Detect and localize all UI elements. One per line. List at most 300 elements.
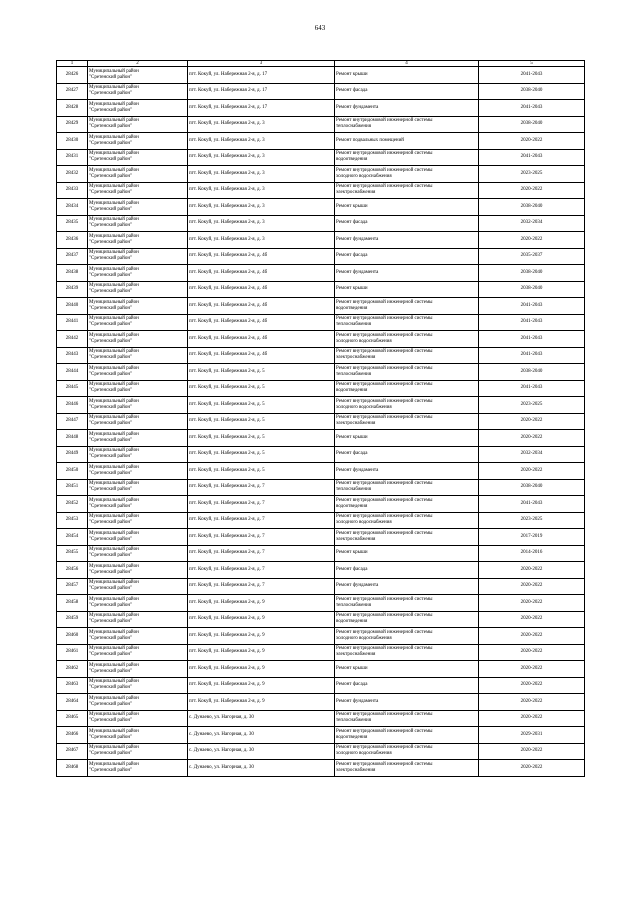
work-line: теплоснабжения — [336, 487, 371, 493]
address-cell: пгт. Кокуй, ул. Набережная 2-я, д. 4б — [188, 314, 335, 331]
district-cell — [88, 397, 188, 414]
work-line: Ремонт фасада — [336, 220, 368, 226]
district-cell — [88, 463, 188, 480]
work-type-cell — [335, 446, 479, 463]
work-type-cell — [335, 314, 479, 331]
work-line: Ремонт внутридомовой инженерной системы — [336, 151, 433, 157]
row-number-cell: 28439 — [57, 281, 88, 298]
district-line: "Сретенский район" — [89, 157, 133, 163]
address-cell: пгт. Кокуй, ул. Набережная 2-я, д. 9 — [188, 644, 335, 661]
district-cell — [88, 628, 188, 645]
district-cell — [88, 331, 188, 348]
district-line: Муниципальный район — [89, 398, 139, 404]
work-line: Ремонт фундамента — [336, 583, 379, 589]
years-cell: 2041-2043 — [479, 347, 585, 364]
work-line: Ремонт внутридомовой инженерной системы — [336, 728, 433, 734]
district-line: "Сретенский район" — [89, 355, 133, 361]
row-number-cell: 28446 — [57, 397, 88, 414]
work-line: Ремонт внутридомовой инженерной системы — [336, 118, 433, 124]
district-line: Муниципальный район — [89, 745, 139, 751]
work-type-cell — [335, 199, 479, 216]
district-cell — [88, 314, 188, 331]
years-cell: 2038-2040 — [479, 281, 585, 298]
years-cell: 2020-2022 — [479, 743, 585, 760]
work-line: Ремонт внутридомовой инженерной системы — [336, 332, 433, 338]
district-line: "Сретенский район" — [89, 553, 133, 559]
district-cell — [88, 182, 188, 199]
district-cell — [88, 661, 188, 678]
address-cell: пгт. Кокуй, ул. Набережная 2-я, д. 3 — [188, 199, 335, 216]
district-cell — [88, 248, 188, 265]
row-number-cell: 28442 — [57, 331, 88, 348]
row-number-cell: 28458 — [57, 595, 88, 612]
work-line: теплоснабжения — [336, 602, 371, 608]
district-line: Муниципальный район — [89, 167, 139, 173]
work-line: электроснабжения — [336, 767, 376, 773]
years-cell: 2029-2031 — [479, 727, 585, 744]
district-line: "Сретенский район" — [89, 602, 133, 608]
district-line: "Сретенский район" — [89, 223, 133, 229]
district-line: Муниципальный район — [89, 200, 139, 206]
work-line: Ремонт внутридомовой инженерной системы — [336, 745, 433, 751]
address-cell: пгт. Кокуй, ул. Набережная 2-я, д. 5 — [188, 364, 335, 381]
row-number-cell: 28451 — [57, 479, 88, 496]
district-line: "Сретенский район" — [89, 322, 133, 328]
years-cell: 2020-2022 — [479, 232, 585, 249]
work-line: Ремонт крыши — [336, 434, 368, 440]
work-type-cell — [335, 694, 479, 711]
address-cell: с. Дунаево, ул. Нагорная, д. 30 — [188, 727, 335, 744]
work-line: холодного водоснабжения — [336, 520, 392, 526]
district-line: Муниципальный район — [89, 382, 139, 388]
district-cell — [88, 529, 188, 546]
table-row — [57, 364, 585, 381]
years-cell: 2014-2016 — [479, 545, 585, 562]
work-line: Ремонт внутридомовой инженерной системы — [336, 514, 433, 520]
years-cell: 2020-2022 — [479, 661, 585, 678]
row-number-cell: 28466 — [57, 727, 88, 744]
work-line: Ремонт внутридомовой инженерной системы — [336, 629, 433, 635]
address-cell: пгт. Кокуй, ул. Набережная 2-я, д. 5 — [188, 380, 335, 397]
row-number-cell: 28437 — [57, 248, 88, 265]
table-row — [57, 413, 585, 430]
work-line: Ремонт крыши — [336, 286, 368, 292]
district-line: "Сретенский район" — [89, 140, 133, 146]
years-cell: 2020-2022 — [479, 644, 585, 661]
work-line: электроснабжения — [336, 190, 376, 196]
table-row — [57, 529, 585, 546]
work-type-cell — [335, 578, 479, 595]
table-row — [57, 694, 585, 711]
address-cell: с. Дунаево, ул. Нагорная, д. 30 — [188, 760, 335, 777]
table-row — [57, 496, 585, 513]
years-cell: 2020-2022 — [479, 133, 585, 150]
work-line: холодного водоснабжения — [336, 173, 392, 179]
table-row — [57, 463, 585, 480]
district-cell — [88, 760, 188, 777]
work-line: Ремонт крыши — [336, 71, 368, 77]
table-row — [57, 611, 585, 628]
district-line: "Сретенский район" — [89, 701, 133, 707]
work-line: электроснабжения — [336, 536, 376, 542]
row-number-cell: 28468 — [57, 760, 88, 777]
work-line: Ремонт фасада — [336, 451, 368, 457]
work-type-cell — [335, 413, 479, 430]
work-line: Ремонт внутридомовой инженерной системы — [336, 299, 433, 305]
row-number-cell: 28438 — [57, 265, 88, 282]
row-number-cell: 28467 — [57, 743, 88, 760]
years-cell: 2041-2043 — [479, 149, 585, 166]
district-line: "Сретенский район" — [89, 107, 133, 113]
work-line: Ремонт фундамента — [336, 698, 379, 704]
district-line: Муниципальный район — [89, 547, 139, 553]
work-line: электроснабжения — [336, 652, 376, 658]
district-line: Муниципальный район — [89, 580, 139, 586]
work-line: водоотведения — [336, 503, 368, 509]
district-line: "Сретенский район" — [89, 305, 133, 311]
work-line: Ремонт фундамента — [336, 467, 379, 473]
table-row — [57, 314, 585, 331]
address-cell: пгт. Кокуй, ул. Набережная 2-я, д. 7 — [188, 562, 335, 579]
district-line: "Сретенский район" — [89, 388, 133, 394]
work-line: Ремонт внутридомовой инженерной системы — [336, 497, 433, 503]
district-cell — [88, 67, 188, 84]
work-line: Ремонт внутридомовой инженерной системы — [336, 761, 433, 767]
column-header-5: 5 — [479, 61, 585, 67]
district-cell — [88, 595, 188, 612]
district-cell — [88, 727, 188, 744]
district-cell — [88, 265, 188, 282]
work-type-cell — [335, 83, 479, 100]
district-line: Муниципальный район — [89, 365, 139, 371]
work-type-cell — [335, 232, 479, 249]
district-line: Муниципальный район — [89, 761, 139, 767]
work-type-cell — [335, 743, 479, 760]
work-line: Ремонт фасада — [336, 682, 368, 688]
district-line: "Сретенский район" — [89, 173, 133, 179]
district-cell — [88, 281, 188, 298]
work-type-cell — [335, 727, 479, 744]
work-line: Ремонт фундамента — [336, 104, 379, 110]
district-line: "Сретенский район" — [89, 586, 133, 592]
district-line: "Сретенский район" — [89, 520, 133, 526]
years-cell: 2038-2040 — [479, 479, 585, 496]
district-cell — [88, 677, 188, 694]
table-row — [57, 628, 585, 645]
district-cell — [88, 149, 188, 166]
row-number-cell: 28432 — [57, 166, 88, 183]
address-cell: пгт. Кокуй, ул. Набережная 2-я, д. 3 — [188, 133, 335, 150]
table-row — [57, 182, 585, 199]
district-line: "Сретенский район" — [89, 91, 133, 97]
column-header-4: 4 — [335, 61, 479, 67]
work-line: Ремонт фасада — [336, 566, 368, 572]
row-number-cell: 28435 — [57, 215, 88, 232]
table-row — [57, 166, 585, 183]
row-number-cell: 28457 — [57, 578, 88, 595]
district-line: Муниципальный район — [89, 118, 139, 124]
work-line: холодного водоснабжения — [336, 751, 392, 757]
table-row — [57, 83, 585, 100]
work-line: Ремонт крыши — [336, 203, 368, 209]
district-line: Муниципальный район — [89, 563, 139, 569]
district-line: Муниципальный район — [89, 332, 139, 338]
work-line: холодного водоснабжения — [336, 635, 392, 641]
address-cell: пгт. Кокуй, ул. Набережная 2-я, д. 5 — [188, 446, 335, 463]
table-row — [57, 760, 585, 777]
district-line: Муниципальный район — [89, 712, 139, 718]
years-cell: 2038-2040 — [479, 83, 585, 100]
work-type-cell — [335, 215, 479, 232]
address-cell: пгт. Кокуй, ул. Набережная 2-я, д. 7 — [188, 512, 335, 529]
district-line: Муниципальный район — [89, 250, 139, 256]
address-cell: пгт. Кокуй, ул. Набережная 2-я, д. 7 — [188, 578, 335, 595]
years-cell: 2038-2040 — [479, 364, 585, 381]
registry-table — [56, 60, 585, 777]
years-cell: 2041-2043 — [479, 100, 585, 117]
address-cell: пгт. Кокуй, ул. Набережная 2-я, д. 7 — [188, 545, 335, 562]
column-header-2: 2 — [88, 61, 188, 67]
years-cell: 2020-2022 — [479, 578, 585, 595]
district-line: Муниципальный район — [89, 233, 139, 239]
work-type-cell — [335, 364, 479, 381]
district-line: "Сретенский район" — [89, 536, 133, 542]
row-number-cell: 28464 — [57, 694, 88, 711]
years-cell: 2020-2022 — [479, 413, 585, 430]
district-line: Муниципальный район — [89, 415, 139, 421]
district-cell — [88, 100, 188, 117]
table-row — [57, 430, 585, 447]
address-cell: пгт. Кокуй, ул. Набережная 2-я, д. 3 — [188, 215, 335, 232]
address-cell: пгт. Кокуй, ул. Набережная 2-я, д. 3 — [188, 116, 335, 133]
district-line: Муниципальный район — [89, 514, 139, 520]
district-line: "Сретенский район" — [89, 767, 133, 773]
district-cell — [88, 380, 188, 397]
work-line: холодного водоснабжения — [336, 404, 392, 410]
district-line: "Сретенский район" — [89, 619, 133, 625]
years-cell: 2020-2022 — [479, 710, 585, 727]
row-number-cell: 28462 — [57, 661, 88, 678]
work-line: Ремонт внутридомовой инженерной системы — [336, 167, 433, 173]
table-row — [57, 298, 585, 315]
address-cell: пгт. Кокуй, ул. Набережная 2-я, д. 9 — [188, 661, 335, 678]
address-cell: пгт. Кокуй, ул. Набережная 2-я, д. 3 — [188, 182, 335, 199]
table-row — [57, 380, 585, 397]
years-cell: 2032-2034 — [479, 215, 585, 232]
work-line: Ремонт внутридомовой инженерной системы — [336, 316, 433, 322]
work-type-cell — [335, 182, 479, 199]
address-cell: пгт. Кокуй, ул. Набережная 2-я, д. 4б — [188, 248, 335, 265]
years-cell: 2041-2043 — [479, 314, 585, 331]
table-row — [57, 265, 585, 282]
address-cell: пгт. Кокуй, ул. Набережная 2-я, д. 5 — [188, 397, 335, 414]
district-cell — [88, 710, 188, 727]
work-type-cell — [335, 248, 479, 265]
work-type-cell — [335, 281, 479, 298]
row-number-cell: 28450 — [57, 463, 88, 480]
table-row — [57, 677, 585, 694]
address-cell: пгт. Кокуй, ул. Набережная 2-я, д. 5 — [188, 430, 335, 447]
work-line: Ремонт внутридомовой инженерной системы — [336, 481, 433, 487]
row-number-cell: 28444 — [57, 364, 88, 381]
district-line: "Сретенский район" — [89, 685, 133, 691]
district-line: Муниципальный район — [89, 695, 139, 701]
work-type-cell — [335, 496, 479, 513]
district-cell — [88, 512, 188, 529]
work-line: Ремонт фундамента — [336, 269, 379, 275]
work-line: теплоснабжения — [336, 718, 371, 724]
column-header-1: 1 — [57, 61, 88, 67]
work-line: Ремонт внутридомовой инженерной системы — [336, 646, 433, 652]
district-line: Муниципальный район — [89, 134, 139, 140]
work-line: Ремонт внутридомовой инженерной системы — [336, 184, 433, 190]
row-number-cell: 28460 — [57, 628, 88, 645]
table-row — [57, 116, 585, 133]
district-line: "Сретенский район" — [89, 289, 133, 295]
work-line: Ремонт фасада — [336, 253, 368, 259]
work-line: Ремонт внутридомовой инженерной системы — [336, 365, 433, 371]
table-row — [57, 710, 585, 727]
district-line: "Сретенский район" — [89, 124, 133, 130]
table-row — [57, 347, 585, 364]
work-line: Ремонт внутридомовой инженерной системы — [336, 596, 433, 602]
district-line: "Сретенский район" — [89, 190, 133, 196]
address-cell: пгт. Кокуй, ул. Набережная 2-я, д. 7 — [188, 529, 335, 546]
district-cell — [88, 562, 188, 579]
district-cell — [88, 430, 188, 447]
address-cell: пгт. Кокуй, ул. Набережная 2-я, д. 17 — [188, 100, 335, 117]
district-line: Муниципальный район — [89, 497, 139, 503]
work-line: теплоснабжения — [336, 322, 371, 328]
work-line: водоотведения — [336, 305, 368, 311]
district-cell — [88, 83, 188, 100]
row-number-cell: 28434 — [57, 199, 88, 216]
address-cell: пгт. Кокуй, ул. Набережная 2-я, д. 3 — [188, 232, 335, 249]
district-line: "Сретенский район" — [89, 751, 133, 757]
district-line: "Сретенский район" — [89, 421, 133, 427]
row-number-cell: 28456 — [57, 562, 88, 579]
district-cell — [88, 694, 188, 711]
address-cell: пгт. Кокуй, ул. Набережная 2-я, д. 9 — [188, 595, 335, 612]
row-number-cell: 28465 — [57, 710, 88, 727]
district-line: Муниципальный район — [89, 464, 139, 470]
district-cell — [88, 545, 188, 562]
years-cell: 2017-2019 — [479, 529, 585, 546]
table-row — [57, 479, 585, 496]
years-cell: 2023-2025 — [479, 397, 585, 414]
address-cell: пгт. Кокуй, ул. Набережная 2-я, д. 4б — [188, 331, 335, 348]
address-cell: пгт. Кокуй, ул. Набережная 2-я, д. 9 — [188, 611, 335, 628]
district-cell — [88, 133, 188, 150]
district-line: Муниципальный район — [89, 299, 139, 305]
work-line: Ремонт внутридомовой инженерной системы — [336, 530, 433, 536]
years-cell: 2020-2022 — [479, 694, 585, 711]
address-cell: пгт. Кокуй, ул. Набережная 2-я, д. 5 — [188, 413, 335, 430]
work-line: холодного водоснабжения — [336, 338, 392, 344]
table-row — [57, 248, 585, 265]
table-row — [57, 149, 585, 166]
table-row — [57, 232, 585, 249]
work-line: электроснабжения — [336, 421, 376, 427]
work-type-cell — [335, 628, 479, 645]
district-line: "Сретенский район" — [89, 734, 133, 740]
years-cell: 2020-2022 — [479, 628, 585, 645]
district-line: Муниципальный район — [89, 481, 139, 487]
row-number-cell: 28429 — [57, 116, 88, 133]
district-line: Муниципальный район — [89, 68, 139, 74]
district-line: Муниципальный район — [89, 431, 139, 437]
row-number-cell: 28440 — [57, 298, 88, 315]
table-row — [57, 281, 585, 298]
district-line: Муниципальный район — [89, 217, 139, 223]
table-row — [57, 562, 585, 579]
district-cell — [88, 644, 188, 661]
work-line: Ремонт фасада — [336, 88, 368, 94]
district-line: "Сретенский район" — [89, 652, 133, 658]
work-line: Ремонт внутридомовой инженерной системы — [336, 382, 433, 388]
address-cell: пгт. Кокуй, ул. Набережная 2-я, д. 17 — [188, 83, 335, 100]
district-line: Муниципальный район — [89, 283, 139, 289]
row-number-cell: 28447 — [57, 413, 88, 430]
table-body — [57, 67, 585, 777]
table-row — [57, 215, 585, 232]
district-line: Муниципальный район — [89, 266, 139, 272]
work-line: теплоснабжения — [336, 371, 371, 377]
years-cell: 2038-2040 — [479, 265, 585, 282]
page-number: 643 — [314, 24, 326, 32]
work-line: водоотведения — [336, 157, 368, 163]
district-line: Муниципальный район — [89, 613, 139, 619]
district-cell — [88, 364, 188, 381]
district-line: Муниципальный район — [89, 349, 139, 355]
table-row — [57, 512, 585, 529]
district-line: "Сретенский район" — [89, 239, 133, 245]
table-row — [57, 545, 585, 562]
district-line: "Сретенский район" — [89, 569, 133, 575]
address-cell: пгт. Кокуй, ул. Набережная 2-я, д. 9 — [188, 694, 335, 711]
years-cell: 2041-2043 — [479, 496, 585, 513]
row-number-cell: 28453 — [57, 512, 88, 529]
district-line: Муниципальный район — [89, 662, 139, 668]
work-line: водоотведения — [336, 388, 368, 394]
work-line: Ремонт внутридомовой инженерной системы — [336, 613, 433, 619]
work-line: теплоснабжения — [336, 124, 371, 130]
row-number-cell: 28452 — [57, 496, 88, 513]
years-cell: 2038-2040 — [479, 116, 585, 133]
district-line: "Сретенский район" — [89, 206, 133, 212]
row-number-cell: 28454 — [57, 529, 88, 546]
row-number-cell: 28449 — [57, 446, 88, 463]
district-cell — [88, 743, 188, 760]
address-cell: пгт. Кокуй, ул. Набережная 2-я, д. 9 — [188, 677, 335, 694]
work-type-cell — [335, 116, 479, 133]
district-cell — [88, 166, 188, 183]
years-cell: 2020-2022 — [479, 595, 585, 612]
work-type-cell — [335, 331, 479, 348]
address-cell: с. Дунаево, ул. Нагорная, д. 30 — [188, 710, 335, 727]
district-line: Муниципальный район — [89, 728, 139, 734]
work-type-cell — [335, 710, 479, 727]
address-cell: пгт. Кокуй, ул. Набережная 2-я, д. 4б — [188, 347, 335, 364]
district-line: "Сретенский район" — [89, 338, 133, 344]
work-type-cell — [335, 595, 479, 612]
district-line: "Сретенский район" — [89, 404, 133, 410]
years-cell: 2041-2043 — [479, 67, 585, 84]
work-type-cell — [335, 133, 479, 150]
address-cell: пгт. Кокуй, ул. Набережная 2-я, д. 3 — [188, 166, 335, 183]
work-type-cell — [335, 166, 479, 183]
work-line: Ремонт крыши — [336, 665, 368, 671]
